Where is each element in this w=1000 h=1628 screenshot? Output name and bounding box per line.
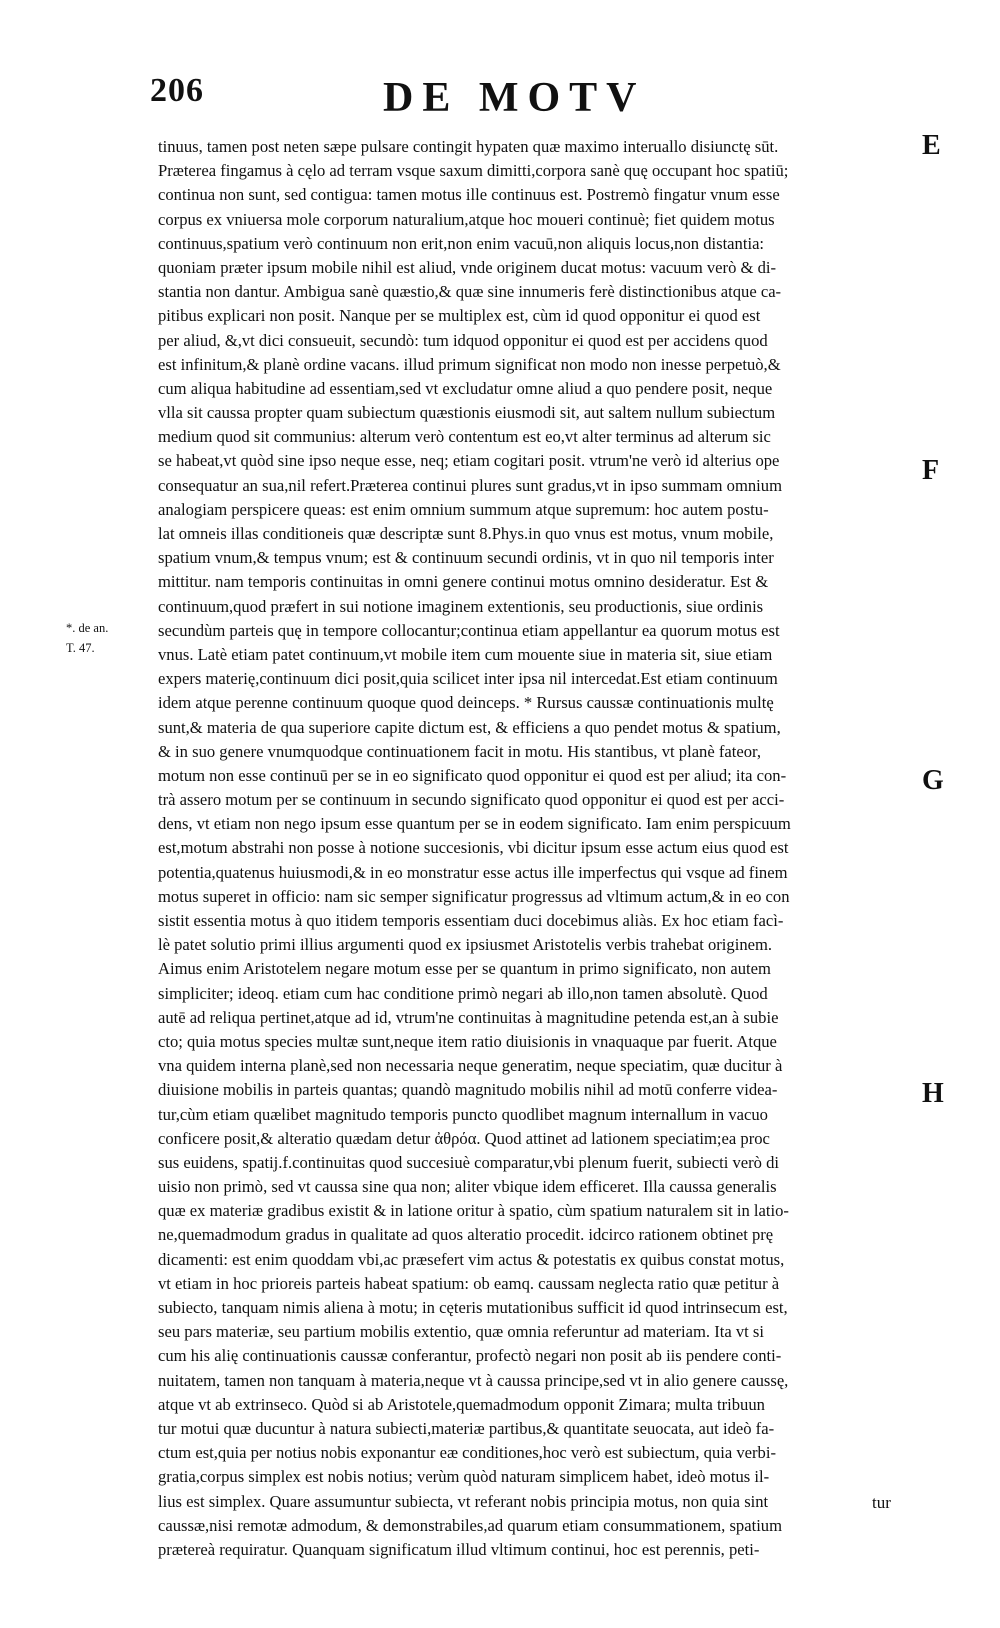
text-line: cto; quia motus species multæ sunt,neque item ratio diuisionis in vnaquaque par fuerit. Atque (158, 1031, 777, 1051)
text-line: uisio non primò, sed vt caussa sine qua non; aliter vbique idem efficeret. Illa caussa generalis (158, 1177, 777, 1197)
text-line: subiecto, tanquam nimis aliena à motu; in cęteris mutationibus sufficit id quod intrinsecum est, (158, 1298, 788, 1317)
text-line: atque vt ab extrinseco. Quòd si ab Aristotele,quemadmodum opponit Zimara; multa tribuun (158, 1394, 765, 1414)
text-line: continuum,quod præfert in sui notione imaginem extentionis, seu productionis, siue ordinis (158, 596, 764, 616)
text-line: sus euidens, spatij.f.continuitas quod succesiuè comparatur,vbi plenum fuerit, subiecti verò di (158, 1152, 779, 1172)
text-line: diuisione mobilis in parteis quantas; quandò magnitudo mobilis nihil ad motū conferre videa- (158, 1080, 778, 1100)
text-line: cum his alię continuationis caussæ conferantur, profectò negari non posit ab iis pendere conti- (158, 1346, 782, 1366)
text-line: conficere posit,& alteratio quædam detur ἀθρόα. Quod attinet ad lationem speciatim;ea proc (158, 1128, 770, 1148)
text-line: & in suo genere vnumquodque continuationem facit in motu. His stantibus, vt planè fateor, (158, 741, 762, 761)
text-line: stantia non dantur. Ambigua sanè quæstio,& quæ sine innumeris ferè distinctionibus atque ca- (158, 282, 782, 302)
text-line: seu pars materiæ, seu partium mobilis extentio, quæ omnia referuntur ad materiam. Ita vt si (158, 1322, 764, 1342)
text-line: medium quod sit communius: alterum verò contentum est eo,vt alter terminus ad alterum sic (158, 427, 771, 447)
text-line: caussæ,nisi remotæ admodum, & demonstrabiles,ad quarum etiam consummationem, spatium (158, 1515, 783, 1535)
text-line: pitibus explicari non posit. Nanque per se multiplex est, cùm id quod opponitur ei quod est (158, 306, 761, 326)
text-line: tinuus, tamen post neten sæpe pulsare contingit hypaten quæ maximo interuallo disiunctę sūt. (158, 137, 779, 156)
text-line: gratia,corpus simplex est nobis notius; verùm quòd naturam simplicem habet, ideò motus il- (158, 1467, 770, 1487)
text-line: se habeat,vt quòd sine ipso neque esse, neq; etiam cogitari posit. vtrum'ne verò id alterius ope (158, 451, 780, 471)
text-line: lat omneis illas conditioneis quæ descriptæ sunt 8.Phys.in quo vnus est motus, vnum mobile, (158, 524, 774, 543)
text-line: est,motum abstrahi non posse à notione succesionis, vbi dicitur ipsum esse actum eius quod est (158, 838, 789, 858)
text-line: dicamenti: est enim quoddam vbi,ac præsefert vim actus & potestatis ex quibus constat motus, (158, 1249, 785, 1269)
text-line: spatium vnum,& tempus vnum; est & continuum secundi ordinis, vt in quo nil temporis inter (158, 548, 774, 568)
text-line: vlla sit caussa propter quam subiectum quæstionis eiusmodi sit, aut saltem nullum subiectum (158, 403, 776, 423)
text-line: lius est simplex. Quare assumuntur subiecta, vt referant nobis principia motus, non quia sint (158, 1491, 769, 1511)
text-line: motum non esse continuū per se in eo significato quod opponitur ei quod est per aliud; ita con- (158, 765, 787, 785)
text-line: continuus,spatium verò continuum non erit,non enim vacuū,non aliquis locus,non distantia: (158, 233, 765, 253)
text-line: Præterea fingamus à cęlo ad terram vsque saxum dimitti,corpora sanè quę occupant hoc spatiū; (158, 161, 789, 181)
text-line: motus superet in officio: nam sic semper significatur progressus ad vltimum actum,& in eo con (158, 886, 790, 906)
body-text (158, 135, 938, 1562)
text-line: sunt,& materia de qua superiore capite dictum est, & efficiens a quo pendet motus & spatium, (158, 717, 781, 737)
marginal-note-line: T. 47. (66, 641, 95, 655)
text-line: est infinitum,& planè ordine vacans. illud primum significat non modo non inesse perpetuò,& (158, 354, 781, 374)
text-line: ne,quemadmodum gradus in qualitate ad quos alteratio procedit. idcirco rationem obtinet prę (158, 1225, 774, 1245)
running-head: DE MOTV (383, 75, 646, 121)
text-line: dens, vt etiam non nego ipsum esse quantum per se in eodem significato. Iam enim perspicuum (158, 814, 791, 834)
text-line: tur motui quæ ducuntur à natura subiecti,materiæ partibus,& quantitate seuocata, aut ideò fa- (158, 1418, 775, 1438)
margin-letter-h: H (922, 1078, 944, 1109)
text-line: ctum est,quia per notius nobis exponantur eæ conditiones,hoc verò est subiectum, quia verbi- (158, 1443, 776, 1463)
text-line: mittitur. nam temporis continuitas in omni genere continui motus omnino desideratur. Est & (158, 572, 769, 592)
text-line: consequatur an sua,nil refert.Præterea continui plures sunt gradus,vt in ipso summam omnium (158, 475, 782, 495)
text-line: per aliud, &,vt dici consueuit, secundò: tum idquod opponitur ei quod est per accidens quod (158, 330, 768, 350)
text-line: vna quidem interna planè,sed non necessaria neque generatim, neque speciatim, quæ ducitur à (158, 1056, 783, 1076)
text-line: quoniam præter ipsum mobile nihil est aliud, vnde originem ducat motus: vacuum verò & di- (158, 257, 777, 277)
text-line: corpus ex vniuersa mole corporum naturalium,atque hoc moueri continuè; fiet quidem motus (158, 209, 775, 229)
text-line: trà assero motum per se continuum in secundo significato quod opponitur ei quod est per acci- (158, 790, 785, 810)
text-line: continua non sunt, sed contigua: tamen motus ille continuus est. Postremò fingatur vnum esse (158, 185, 780, 205)
text-line: Aimus enim Aristotelem negare motum esse per se quantum in primo significato, non autem (158, 959, 771, 979)
text-line: potentia,quatenus huiusmodi,& in eo monstratur esse actus ille imperfectus qui vsque ad finem (158, 862, 788, 882)
marginal-note-line: *. de an. (66, 621, 109, 635)
text-line: sistit essentia motus à quo itidem temporis essentiam duci docebimus aliàs. Ex hoc etiam facì- (158, 911, 784, 930)
page-number: 206 (150, 72, 204, 109)
text-line: analogiam perspicere queas: est enim omnium summum atque supremum: hoc autem postu- (158, 499, 769, 519)
text-line: vnus. Latè etiam patet continuum,vt mobile item cum mouente siue in materia sit, siue etiam (158, 644, 773, 664)
text-line: nuitatem, tamen non tanquam à materia,neque vt à caussa principe,sed vt in alio genere caussę, (158, 1370, 789, 1390)
text-line: cum aliqua habitudine ad essentiam,sed vt excludatur omne aliud a quo pendere posit, neque (158, 378, 773, 398)
text-line: tur,cùm etiam quælibet magnitudo temporis puncto quodlibet magnum internallum in vacuo (158, 1104, 768, 1124)
marginal-note (66, 618, 108, 658)
text-line: vt etiam in hoc prioreis parteis habeat spatium: ob eamq. caussam neglecta ratio quæ petitur à (158, 1273, 780, 1293)
text-line: prætereà requiratur. Quanquam significatum illud vltimum continui, hoc est perennis, peti- (158, 1539, 760, 1559)
text-line: quæ ex materiæ gradibus existit & in latione oritur à spatio, cùm spatium naturalem sit in latio- (158, 1201, 789, 1221)
margin-letter-f: F (922, 455, 940, 486)
margin-letter-g: G (922, 765, 944, 796)
text-line: simpliciter; ideoq. etiam cum hac conditione primò negari ab illo,non tamen absolutè. Quod (158, 983, 768, 1003)
margin-letter-e: E (922, 130, 941, 161)
text-line: secundùm parteis quę in tempore collocantur;continua etiam appellantur ea quorum motus est (158, 620, 780, 640)
text-line: lè patet solutio primi illius argumenti quod ex ipsiusmet Aristotelis verbis trahebat originem. (158, 935, 773, 955)
text-line: idem atque perenne continuum quoque quod deinceps. * Rursus caussæ continuationis multę (158, 693, 774, 713)
text-line: autē ad reliqua pertinet,atque ad id, vtrum'ne continuitas à magnitudine petenda est,an à subie (158, 1007, 779, 1027)
text-line: expers materię,continuum dici posit,quia scilicet inter ipsa nil intercedat.Est etiam continuum (158, 669, 778, 689)
catchword: tur (872, 1493, 891, 1512)
